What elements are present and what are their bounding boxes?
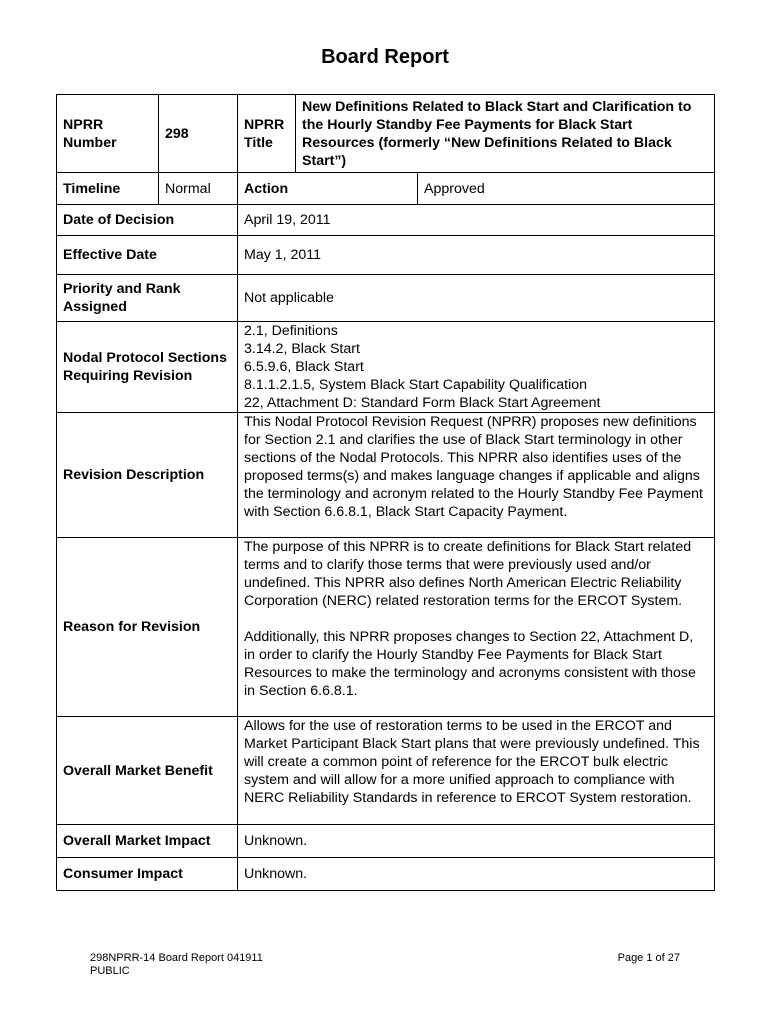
reason-paragraph: Additionally, this NPRR proposes changes to Section 22, Attachment D, in order to clarify the Hourly Standby Fee Payments for Black Start Resources to make the terminology and acronyms consistent with those in Section 6.6.8.1.	[244, 629, 696, 699]
board-report-table	[56, 94, 715, 891]
timeline-row	[57, 173, 715, 205]
footer-page-number: Page 1 of 27	[617, 952, 680, 964]
timeline-label: Timeline	[57, 173, 159, 205]
priority-row	[57, 275, 715, 322]
footer-left	[90, 952, 263, 978]
market-impact-value: Unknown.	[238, 825, 715, 858]
effective-date-label: Effective Date	[57, 236, 238, 275]
action-label: Action	[238, 173, 418, 205]
priority-label: Priority and Rank Assigned	[57, 275, 238, 322]
consumer-impact-row	[57, 858, 715, 891]
sections-list	[238, 322, 715, 413]
effective-date-value: May 1, 2011	[238, 236, 715, 275]
market-impact-row	[57, 825, 715, 858]
reason-for-revision-body	[238, 538, 715, 717]
timeline-value: Normal	[159, 173, 238, 205]
nprr-number-label: NPRR Number	[57, 95, 159, 173]
section-line: 3.14.2, Black Start	[244, 341, 360, 357]
section-line: 8.1.1.2.1.5, System Black Start Capability Qualification	[244, 377, 588, 393]
nprr-number-value: 298	[159, 95, 238, 173]
nprr-title-label: NPRR Title	[238, 95, 296, 173]
market-benefit-label: Overall Market Benefit	[57, 717, 238, 825]
date-of-decision-label: Date of Decision	[57, 205, 238, 236]
action-value: Approved	[418, 173, 715, 205]
reason-paragraph: The purpose of this NPRR is to create definitions for Black Start related terms and to clarify those terms that were previously used and/or undefined. This NPRR also defines North American Electric Reliability Corporation (NERC) related restoration terms for the ERCOT System.	[244, 539, 692, 609]
market-impact-label: Overall Market Impact	[57, 825, 238, 858]
page-title: Board Report	[321, 46, 449, 68]
date-of-decision-value: April 19, 2011	[238, 205, 715, 236]
section-line: 22, Attachment D: Standard Form Black Start Agreement	[244, 395, 601, 411]
section-line: 6.5.9.6, Black Start	[244, 359, 364, 375]
section-line: 2.1, Definitions	[244, 323, 338, 339]
reason-for-revision-row	[57, 538, 715, 717]
revision-description-row	[57, 413, 715, 538]
priority-value: Not applicable	[238, 275, 715, 322]
market-benefit-row	[57, 717, 715, 825]
date-of-decision-row	[57, 205, 715, 236]
consumer-impact-label: Consumer Impact	[57, 858, 238, 891]
header-row	[57, 95, 715, 173]
reason-for-revision-label: Reason for Revision	[57, 538, 238, 717]
effective-date-row	[57, 236, 715, 275]
sections-row	[57, 322, 715, 413]
market-benefit-text: Allows for the use of restoration terms to be used in the ERCOT and Market Participant Black Start plans that were previously undefined. This will create a common point of reference for the ERCOT bulk electric system and will allow for a more unified approach to compliance with NERC Reliability Standards in reference to ERCOT System restoration.	[238, 717, 715, 825]
revision-description-text: This Nodal Protocol Revision Request (NPRR) proposes new definitions for Section 2.1 and clarifies the use of Black Start terminology in other sections of the Nodal Protocols. This NPRR also identifies uses of the proposed terms(s) and makes language changes if applicable and aligns the terminology and acronym related to the Hourly Standby Fee Payment with Section 6.6.8.1, Black Start Capacity Payment.	[238, 413, 715, 538]
consumer-impact-value: Unknown.	[238, 858, 715, 891]
footer-doc-id: 298NPRR-14 Board Report 041911	[90, 952, 263, 964]
sections-label: Nodal Protocol Sections Requiring Revision	[57, 322, 238, 413]
footer-classification: PUBLIC	[90, 965, 130, 977]
nprr-title-value: New Definitions Related to Black Start and Clarification to the Hourly Standby Fee Payments for Black Start Resources (formerly “New Definitions Related to Black Start”)	[296, 95, 715, 173]
revision-description-label: Revision Description	[57, 413, 238, 538]
